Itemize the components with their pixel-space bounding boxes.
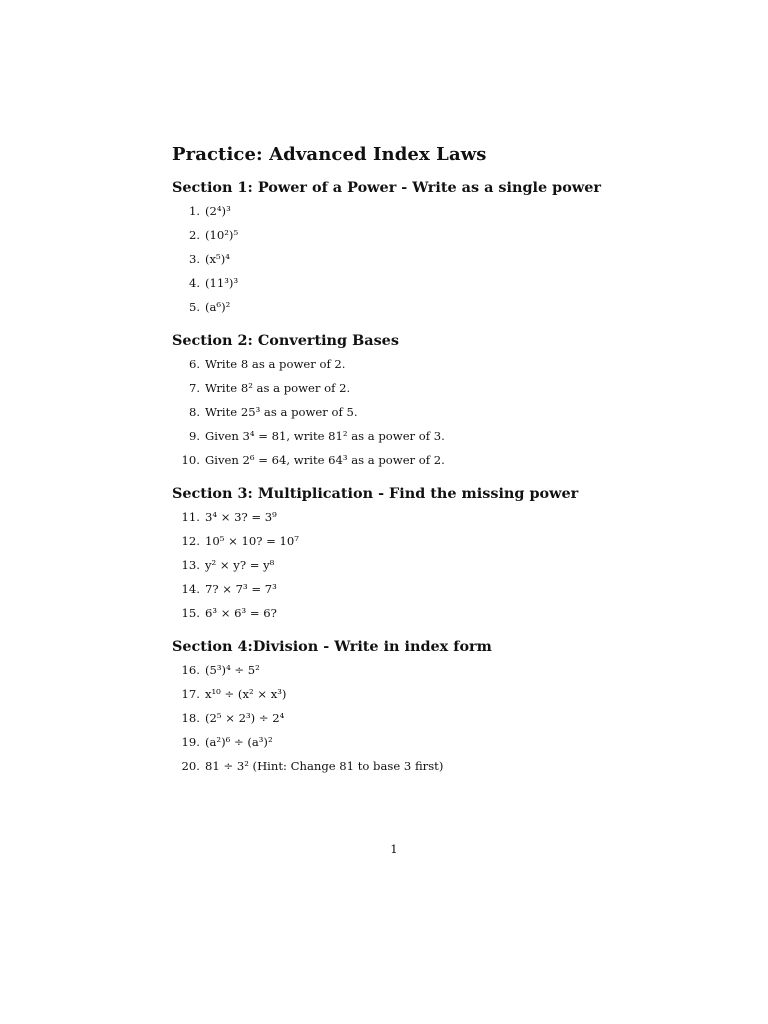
section-3-heading: Section 3: Multiplication - Find the missing power [172,485,579,502]
page-title: Practice: Advanced Index Laws [172,144,487,165]
question-number: 14. [181,582,200,596]
question-text: Write 25³ as a power of 5. [205,405,358,419]
question-8 [172,405,358,419]
question-number: 20. [181,759,200,773]
section-4-heading: Section 4:Division - Write in index form [172,638,492,655]
question-text: 10⁵ × 10? = 10⁷ [205,534,299,548]
question-number: 2. [188,228,200,242]
question-7 [172,381,350,395]
question-4 [172,276,238,290]
question-text: (10²)⁵ [205,228,239,242]
question-text: 3⁴ × 3? = 3⁹ [205,510,277,524]
question-5 [172,300,230,314]
question-number: 19. [181,735,200,749]
question-text: Write 8 as a power of 2. [205,357,346,371]
question-16 [172,663,260,677]
question-13 [172,558,274,572]
question-text: (11³)³ [205,276,239,290]
question-text: (5³)⁴ ÷ 5² [205,663,260,677]
question-number: 1. [188,204,200,218]
question-19 [172,735,273,749]
question-3 [172,252,230,266]
question-number: 10. [181,453,200,467]
question-number: 15. [181,606,200,620]
question-text: (x⁵)⁴ [205,252,230,266]
question-text: 6³ × 6³ = 6? [205,606,277,620]
question-18 [172,711,284,725]
question-text: Write 8² as a power of 2. [205,381,351,395]
question-12 [172,534,299,548]
question-text: (2⁵ × 2³) ÷ 2⁴ [205,711,285,725]
question-text: (a⁶)² [205,300,231,314]
question-number: 16. [181,663,200,677]
question-number: 17. [181,687,200,701]
question-text: 7? × 7³ = 7³ [205,582,277,596]
page-number: 1 [390,842,398,856]
question-number: 8. [188,405,200,419]
question-10 [172,453,445,467]
question-number: 3. [188,252,200,266]
question-text: (2⁴)³ [205,204,231,218]
question-number: 9. [188,429,200,443]
section-1-heading: Section 1: Power of a Power - Write as a single power [172,179,601,196]
question-1 [172,204,231,218]
question-number: 6. [188,357,200,371]
question-11 [172,510,277,524]
question-text: x¹⁰ ÷ (x² × x³) [205,687,287,701]
question-15 [172,606,277,620]
question-9 [172,429,445,443]
question-20 [172,759,443,773]
question-number: 11. [181,510,200,524]
question-2 [172,228,238,242]
question-17 [172,687,286,701]
question-14 [172,582,277,596]
question-6 [172,357,346,371]
question-number: 4. [188,276,200,290]
question-number: 5. [188,300,200,314]
question-text: (a²)⁶ ÷ (a³)² [205,735,273,749]
question-text: 81 ÷ 3² (Hint: Change 81 to base 3 first) [205,759,444,773]
question-number: 7. [188,381,200,395]
question-text: y² × y? = y⁸ [205,558,275,572]
question-number: 12. [181,534,200,548]
section-2-heading: Section 2: Converting Bases [172,332,399,349]
question-text: Given 3⁴ = 81, write 81² as a power of 3. [205,429,445,443]
question-number: 13. [181,558,200,572]
question-text: Given 2⁶ = 64, write 64³ as a power of 2. [205,453,445,467]
question-number: 18. [181,711,200,725]
